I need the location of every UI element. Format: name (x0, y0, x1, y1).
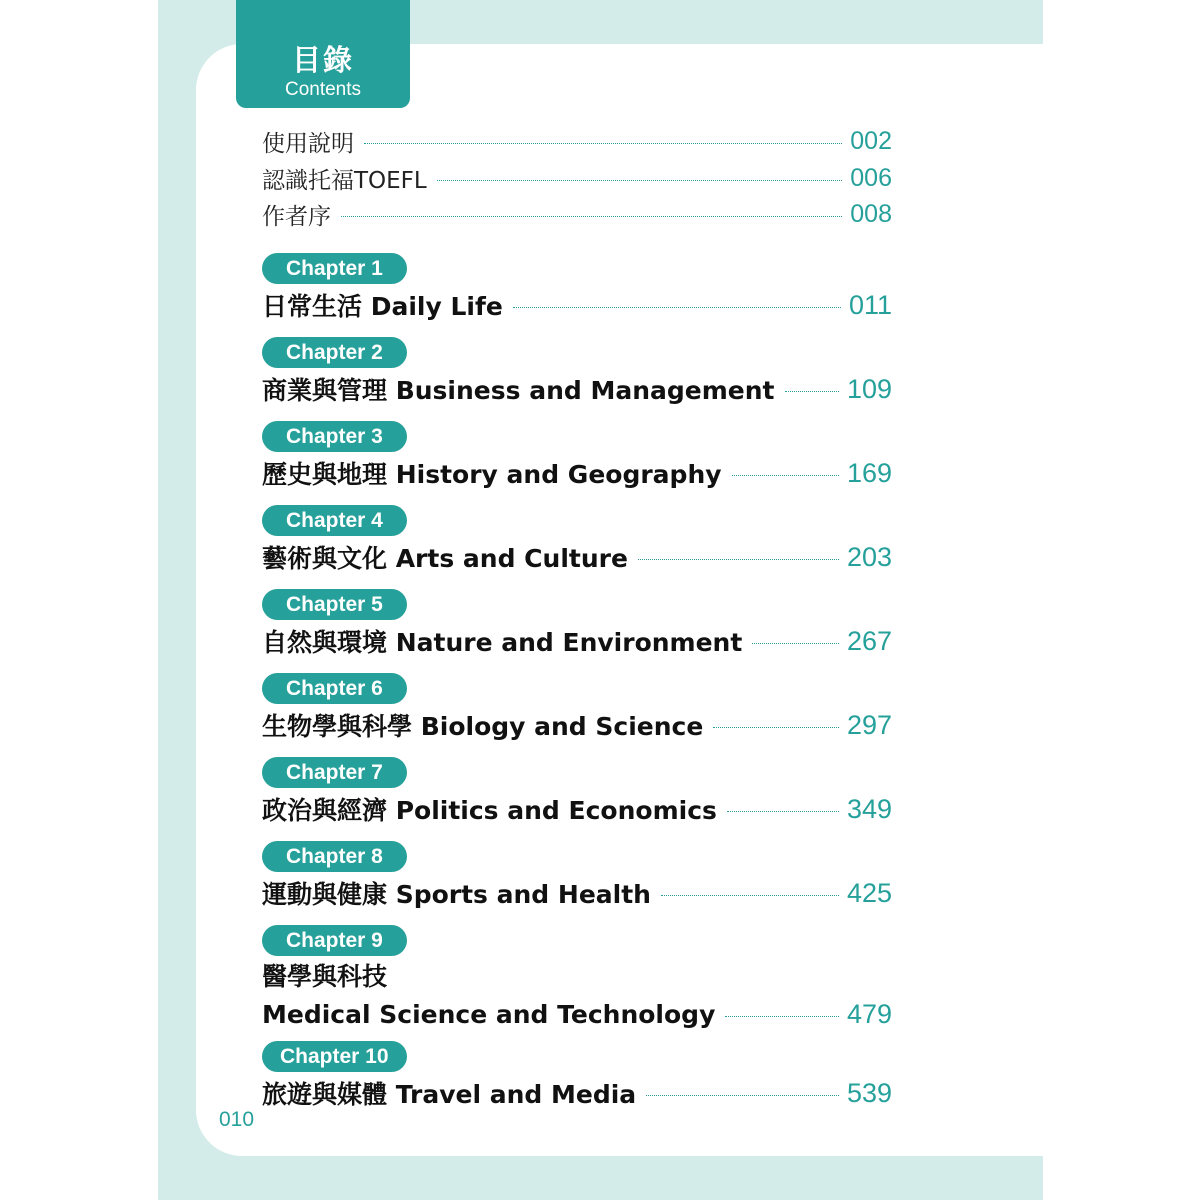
chapter-2-badge: Chapter 2 (262, 337, 407, 368)
dot-leader (785, 391, 839, 392)
toc-entry-title: 商業與管理 Business and Management (262, 376, 775, 405)
dot-leader (437, 180, 843, 181)
toc-entry-page: 203 (846, 541, 892, 572)
toc-entry-chapter-5[interactable] (262, 621, 892, 661)
toc-entry-title: 認識托福TOEFL (262, 167, 427, 194)
toc-entry-chapter-10[interactable] (262, 1073, 892, 1113)
toc-entry-title: 運動與健康 Sports and Health (262, 880, 651, 909)
toc-entry-title: Medical Science and Technology (262, 999, 716, 1029)
dot-leader (646, 1095, 839, 1096)
toc-entry-page: 002 (850, 126, 892, 155)
dot-leader (638, 559, 839, 560)
dot-leader (661, 895, 839, 896)
toc-entry-front-3[interactable] (262, 197, 892, 231)
chapter-10-badge: Chapter 10 (262, 1041, 407, 1072)
toc-entry-page: 109 (846, 373, 892, 404)
toc-entry-title: 旅遊與媒體 Travel and Media (262, 1080, 637, 1109)
toc-entry-page: 008 (850, 199, 892, 228)
toc-entry-page: 425 (846, 877, 892, 908)
chapter-5-badge: Chapter 5 (262, 589, 407, 620)
toc-entry-page: 479 (846, 998, 892, 1029)
toc-entry-title: 作者序 (262, 203, 331, 230)
toc-entry-page: 349 (846, 793, 892, 824)
toc-entry-page: 267 (846, 625, 892, 656)
toc-entry-chapter-8[interactable] (262, 873, 892, 913)
chapter-9-title-zh: 醫學與科技 (262, 962, 388, 991)
toc-entry-title: 歷史與地理 History and Geography (262, 460, 722, 489)
toc-entry-chapter-9[interactable] (262, 994, 892, 1034)
dot-leader (727, 811, 839, 812)
contents-title-en: Contents (284, 79, 362, 100)
chapter-1-badge: Chapter 1 (262, 253, 407, 284)
toc-entry-page: 539 (846, 1077, 892, 1108)
toc-entry-title: 政治與經濟 Politics and Economics (262, 796, 717, 825)
toc-entry-front-1[interactable] (262, 124, 892, 158)
dot-leader (513, 307, 841, 308)
chapter-3-badge: Chapter 3 (262, 421, 407, 452)
dot-leader (752, 643, 839, 644)
chapter-9-badge: Chapter 9 (262, 925, 407, 956)
toc-entry-title: 藝術與文化 Arts and Culture (262, 544, 628, 573)
toc-entry-chapter-6[interactable] (262, 705, 892, 745)
toc-entry-page: 297 (846, 709, 892, 740)
toc-entry-page: 006 (850, 163, 892, 192)
dot-leader (364, 143, 842, 144)
toc-entry-title: 使用說明 (262, 130, 354, 157)
toc-entry-title: 生物學與科學 Biology and Science (262, 712, 704, 741)
toc-entry-chapter-2[interactable] (262, 369, 892, 409)
chapter-4-badge: Chapter 4 (262, 505, 407, 536)
chapter-7-badge: Chapter 7 (262, 757, 407, 788)
chapter-6-badge: Chapter 6 (262, 673, 407, 704)
toc-entry-page: 169 (846, 457, 892, 488)
toc-entry-chapter-4[interactable] (262, 537, 892, 577)
toc-entry-chapter-3[interactable] (262, 453, 892, 493)
toc-entry-page: 011 (848, 289, 892, 320)
dot-leader (725, 1016, 839, 1017)
dot-leader (713, 727, 839, 728)
toc-entry-title: 自然與環境 Nature and Environment (262, 628, 743, 657)
toc-entry-front-2[interactable] (262, 161, 892, 195)
toc-entry-chapter-7[interactable] (262, 789, 892, 829)
toc-entry-chapter-1[interactable] (262, 285, 892, 325)
page-number: 010 (219, 1108, 255, 1131)
dot-leader (732, 475, 839, 476)
contents-tab (236, 0, 410, 108)
dot-leader (341, 216, 842, 217)
contents-title-zh: 目錄 (291, 43, 354, 77)
chapter-8-badge: Chapter 8 (262, 841, 407, 872)
toc-entry-title: 日常生活 Daily Life (262, 292, 503, 321)
